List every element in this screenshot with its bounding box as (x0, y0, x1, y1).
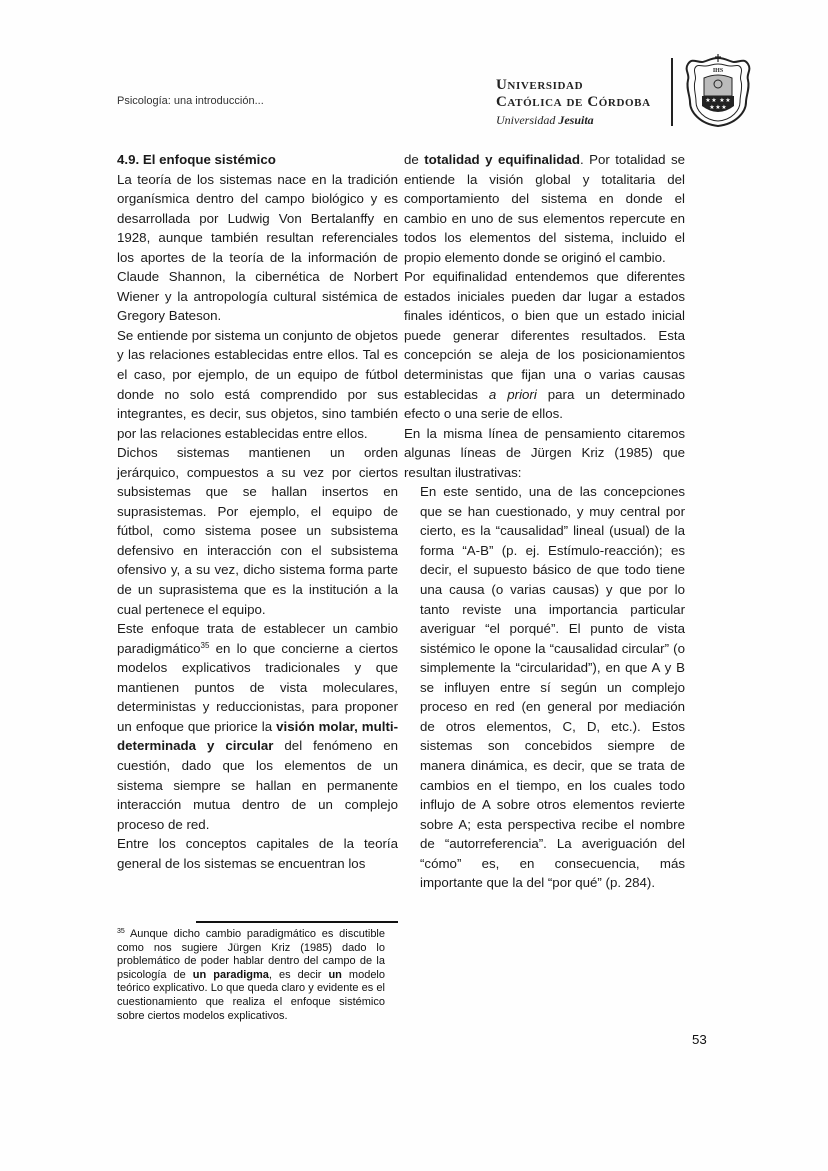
text-run: . Por totalidad se entiende la visión global y totalitaria del comportamiento del sistema en donde el cambio en uno de sus elementos repercute en todos los elementos del sistema, incluido el propio elemento donde se originó el cambio. (404, 152, 685, 265)
brand-line-3 (496, 112, 651, 128)
brand-line-3-b: Jesuita (558, 113, 594, 127)
svg-text:★: ★ (715, 104, 721, 111)
right-column (404, 150, 685, 893)
text-run: del fenómeno en cuestión, dado que los elementos de un sistema siempre se hallan en permanente interacción mutua dentro de un complejo proceso de red. (117, 738, 398, 832)
university-crest-icon (682, 50, 754, 130)
paragraph: En la misma línea de pensamiento citaremos algunas líneas de Jürgen Kriz (1985) que resultan ilustrativas: (404, 425, 685, 480)
paragraph: Se entiende por sistema un conjunto de objetos y las relaciones establecidas entre ellos. Tal es el caso, por ejemplo, de un equipo de fútbol donde no solo está comprendido por sus integrantes, es decir, sus objetos, sino también por las relaciones establecidas entre ellos. (117, 327, 398, 441)
text-run: Aunque dicho cambio paradigmático es discutible como nos sugiere Jürgen Kriz (1985) dado lo problemático de poder hablar dentro del campo de la psicología de (117, 928, 385, 981)
paragraph (404, 150, 685, 267)
text-run: modelo teórico explicativo. Lo que queda claro y evidente es el cuestionamiento que realiza el enfoque sistémico sobre ciertos modelos explicativos. (117, 968, 385, 1022)
paragraph: Entre los conceptos capitales de la teoría general de los sistemas se encuentran los (117, 836, 398, 871)
paragraph (404, 267, 685, 423)
brand-line-1: Universidad (496, 77, 584, 93)
bold-text: un (328, 968, 342, 981)
footnote (117, 928, 385, 1023)
text-run: Por equifinalidad entendemos que diferentes estados iniciales pueden dar lugar a estados finales idénticos, o bien que un estado inicial puede generar diferentes resultados. Esta concepción se aleja de los posicionamientos deterministas que fijan una o varias causas establecidas (404, 269, 685, 402)
paragraph: Dichos sistemas mantienen un orden jerárquico, compuestos a su vez por ciertos subsistemas que se hallan insertos en suprasistemas. Por ejemplo, el equipo de fútbol, como sistema posee un subsistema defensivo en interacción con el subsistema ofensivo y, a su vez, dicho sistema forma parte de un suprasistema que es la institución a la cual pertenece el equipo. (117, 445, 398, 617)
brand-line-2: Católica de Córdoba (496, 94, 651, 110)
text-run: , es decir (268, 968, 329, 981)
university-brand (496, 77, 651, 128)
text-run: de (404, 152, 425, 167)
crest-label: IHS (712, 68, 724, 74)
page-number: 53 (692, 1032, 707, 1047)
svg-text:★: ★ (721, 104, 727, 111)
brand-divider (671, 58, 673, 126)
italic-text: a priori (488, 386, 537, 402)
footnote-divider (196, 921, 398, 923)
block-quote: En este sentido, una de las concepciones que se han cuestionado, y muy central por cierto, es la “causalidad” lineal (usual) de la forma “A-B” (p. ej. Estímulo-reacción); es decir, el supuesto básico de que todo tiene una causa (o varias causas) y que por lo tanto reviste una importancia particular averiguar “el porqué”. El punto de vista sistémico le opone la “causalidad circular” (o simplemente la “circularidad”), en que A y B se influyen entre sí según un complejo proceso en red (en general por mediación de otros elementos, C, D, etc.). Estos sistemas son concebidos siempre de manera dinámica, es decir, que se trata de cambios en el tiempo, en los cuales todo influjo de A sobre otros elementos revierte sobre A; esta perspectiva recibe el nombre de “autorreferencia”. La averiguación del “cómo” es, en consecuencia, más importante que la del “por qué” (p. 284). (420, 484, 685, 891)
svg-text:★: ★ (725, 97, 731, 104)
svg-text:★: ★ (709, 104, 715, 111)
svg-text:★: ★ (719, 97, 725, 104)
paragraph (117, 619, 398, 834)
footnote-number: 35 (117, 928, 125, 935)
bold-text: totalidad y equifinalidad (424, 152, 580, 167)
text-run: Este enfoque trata de establecer un cambio paradigmático (117, 621, 398, 656)
footnote-ref[interactable]: 35 (200, 640, 210, 650)
svg-text:★: ★ (711, 97, 717, 104)
running-title: Psicología: una introducción... (117, 95, 264, 107)
svg-text:★: ★ (705, 97, 711, 104)
text-run: para un determinado efecto o una serie de ellos. (404, 386, 686, 422)
section-heading: 4.9. El enfoque sistémico (117, 152, 276, 167)
bold-text: un paradigma (192, 968, 269, 981)
paragraph: La teoría de los sistemas nace en la tradición organísmica dentro del campo biológico y es desarrollada por Ludwig Von Bertalanffy en 1928, aunque también resultan referenciales los aportes de la teoría de la información de Claude Shannon, la cibernética de Norbert Wiener y la antropología cultural sistémica de Gregory Bateson. (117, 171, 398, 324)
left-column (117, 150, 398, 873)
text-run: en lo que concierne a ciertos modelos explicativos tradicionales y que mantienen puntos de vista moleculares, deterministas y reduccionistas, para proponer un enfoque que priorice la (117, 640, 398, 734)
brand-line-3-a: Universidad (496, 113, 556, 127)
bold-text: visión molar, multi-determinada y circular (117, 718, 399, 754)
